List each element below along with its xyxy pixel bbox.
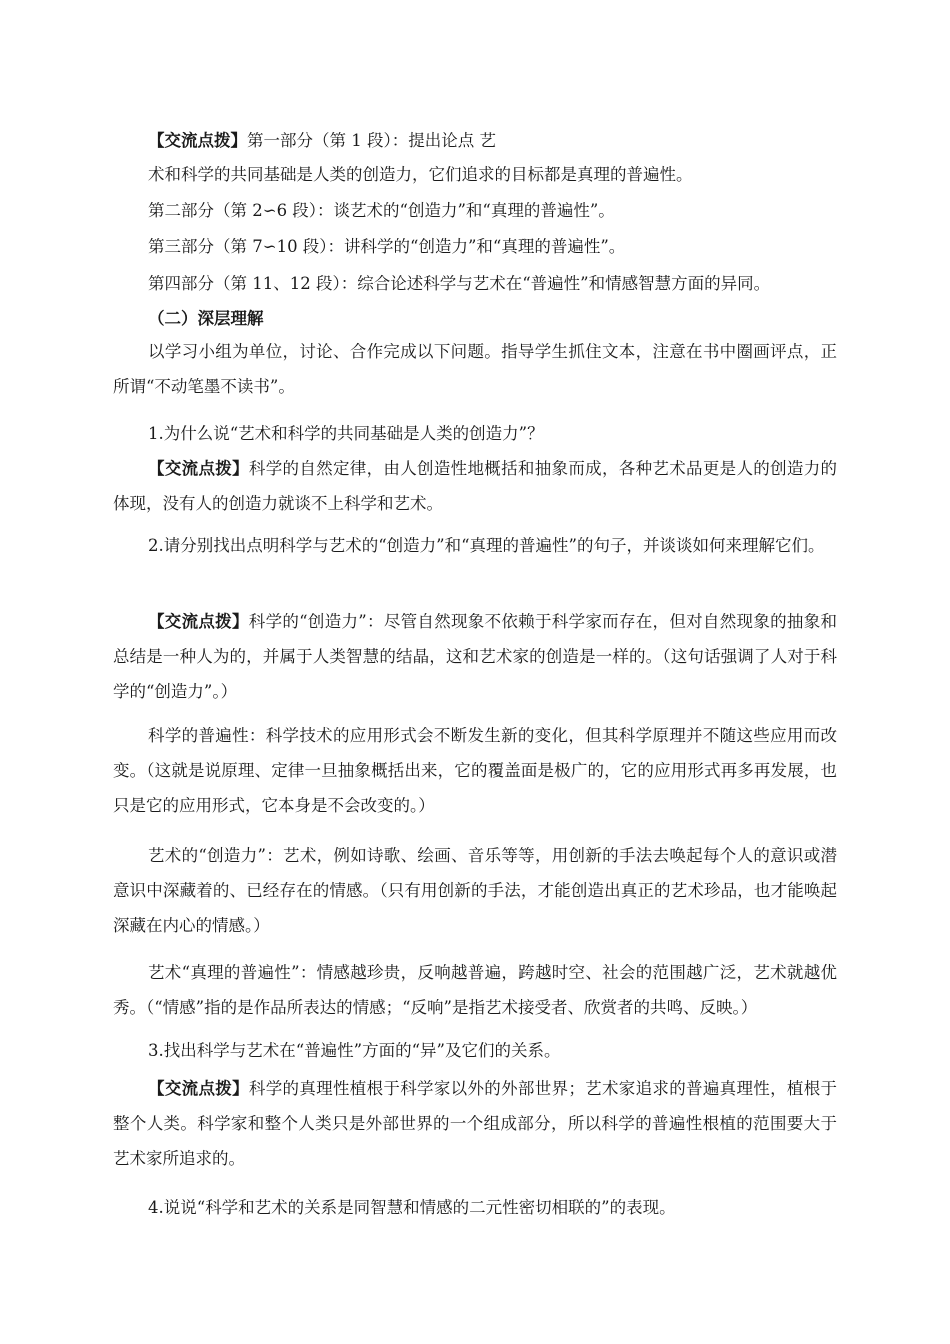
answer-2: 【交流点拨】科学的“创造力”：尽管自然现象不依赖于科学家而存在，但对自然现象的抽象和总结是一种人为的，并属于人类智慧的结晶，这和艺术家的创造是一样的。（这句话强调了人对于科学的“创造力”。） [113, 612, 838, 701]
question-4: 4.说说“科学和艺术的关系是同智慧和情感的二元性密切相联的”的表现。 [148, 1198, 676, 1217]
answer-2-science-universality: 科学的普遍性：科学技术的应用形式会不断发生新的变化，但其科学原理并不随这些应用而改变。（这就是说原理、定律一旦抽象概括出来，它的覆盖面是极广的，它的应用形式再多再发展，也只是它的应用形式，它本身是不会改变的。） [113, 726, 837, 815]
section-summary-line-1: 【交流点拨】第一部分（第 1 段）：提出论点 艺 [148, 131, 496, 150]
question-3: 3.找出科学与艺术在“普遍性”方面的“异”及它们的关系。 [148, 1041, 561, 1060]
answer-2-art-universality: 艺术“真理的普遍性”：情感越珍贵，反响越普遍，跨越时空、社会的范围越广泛，艺术就越优秀。（“情感”指的是作品所表达的情感；“反响”是指艺术接受者、欣赏者的共鸣、反映。） [113, 963, 837, 1017]
answer-1: 【交流点拨】科学的自然定律，由人创造性地概括和抽象而成，各种艺术品更是人的创造力的体现，没有人的创造力就谈不上科学和艺术。 [113, 459, 837, 513]
question-1: 1.为什么说“艺术和科学的共同基础是人类的创造力”？ [148, 424, 544, 443]
exchange-tip-label: 【交流点拨】 [148, 1079, 249, 1098]
question-2: 2.请分别找出点明科学与艺术的“创造力”和“真理的普遍性”的句子，并谈谈如何来理解它们。 [148, 536, 825, 555]
exchange-tip-label: 【交流点拨】 [148, 131, 247, 150]
exchange-tip-label: 【交流点拨】 [148, 612, 249, 631]
answer-2-art-creativity: 艺术的“创造力”：艺术，例如诗歌、绘画、音乐等等，用创新的手法去唤起每个人的意识或潜意识中深藏着的、已经存在的情感。（只有用创新的手法，才能创造出真正的艺术珍品，也才能唤起深藏在内心的情感。） [113, 846, 837, 935]
answer-3: 【交流点拨】科学的真理性植根于科学家以外的外部世界；艺术家追求的普遍真理性，植根于整个人类。科学家和整个人类只是外部世界的一个组成部分，所以科学的普遍性根植的范围要大于艺术家所追求的。 [113, 1079, 837, 1168]
section-part-4: 第四部分（第 11、12 段）：综合论述科学与艺术在“普遍性”和情感智慧方面的异同。 [148, 274, 771, 293]
section-part-3: 第三部分（第 7∽10 段）：讲科学的“创造力”和“真理的普遍性”。 [148, 237, 626, 256]
section-heading: （二）深层理解 [148, 309, 264, 328]
section-part-2: 第二部分（第 2∽6 段）：谈艺术的“创造力”和“真理的普遍性”。 [148, 201, 615, 220]
section-summary-line-2: 术和科学的共同基础是人类的创造力，它们追求的目标都是真理的普遍性。 [148, 165, 693, 184]
intro-paragraph: 以学习小组为单位，讨论、合作完成以下问题。指导学生抓住文本，注意在书中圈画评点，正所谓“不动笔墨不读书”。 [113, 342, 837, 396]
exchange-tip-label: 【交流点拨】 [148, 459, 249, 478]
